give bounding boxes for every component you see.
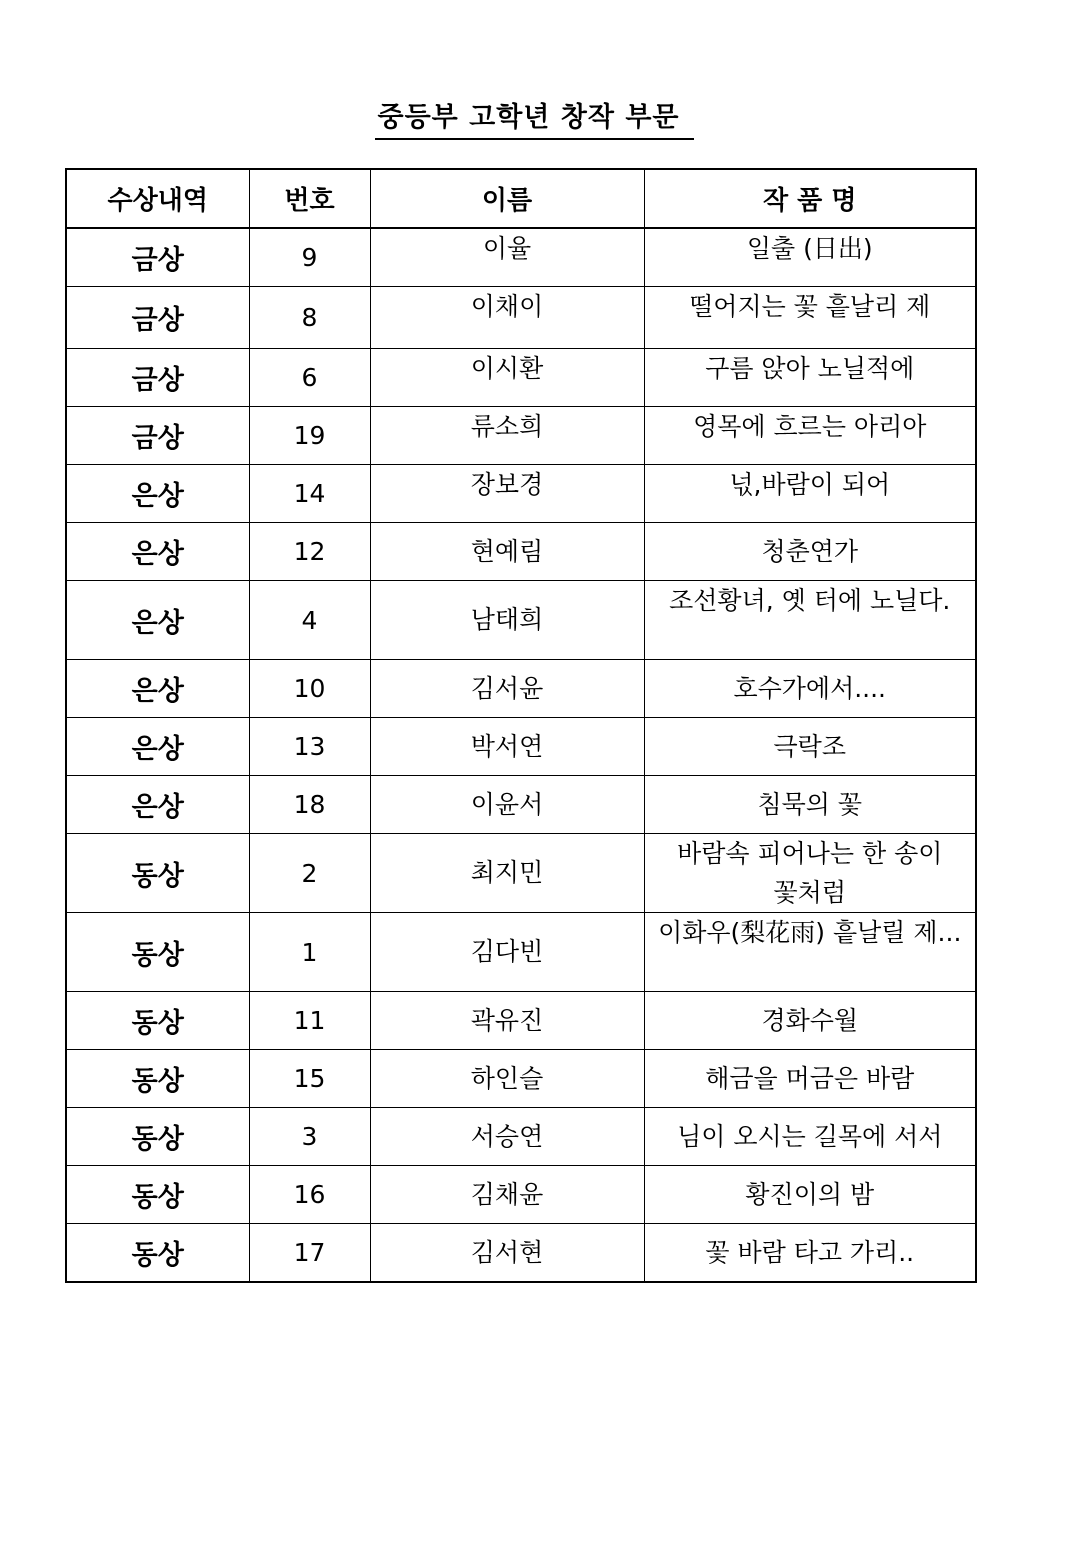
- work-cell: 바람속 피어나는 한 송이 꽃처럼: [644, 834, 976, 913]
- header-number: 번호: [249, 169, 370, 228]
- number-cell: 4: [249, 581, 370, 660]
- work-cell: 해금을 머금은 바람: [644, 1050, 976, 1108]
- name-cell: 남태희: [370, 581, 644, 660]
- number-cell: 14: [249, 465, 370, 523]
- work-cell: 침묵의 꽃: [644, 776, 976, 834]
- number-cell: 18: [249, 776, 370, 834]
- table-row: [66, 1108, 976, 1166]
- name-cell: 서승연: [370, 1108, 644, 1166]
- table-row: [66, 1224, 976, 1283]
- table-row: [66, 287, 976, 349]
- work-cell: 경화수월: [644, 992, 976, 1050]
- number-cell: 2: [249, 834, 370, 913]
- work-cell: 떨어지는 꽃 흩날리 제: [644, 287, 976, 349]
- work-cell: 조선황녀, 옛 터에 노닐다.: [644, 581, 976, 660]
- number-cell: 16: [249, 1166, 370, 1224]
- table-row: [66, 407, 976, 465]
- work-cell: 구름 앉아 노닐적에: [644, 349, 976, 407]
- work-cell: 님이 오시는 길목에 서서: [644, 1108, 976, 1166]
- table-row: [66, 718, 976, 776]
- award-cell: 은상: [66, 776, 249, 834]
- table-row: [66, 992, 976, 1050]
- award-cell: 금상: [66, 407, 249, 465]
- name-cell: 곽유진: [370, 992, 644, 1050]
- table-row: [66, 913, 976, 992]
- table-row: [66, 228, 976, 287]
- name-cell: 박서연: [370, 718, 644, 776]
- name-cell: 이율: [370, 228, 644, 287]
- number-cell: 15: [249, 1050, 370, 1108]
- number-cell: 19: [249, 407, 370, 465]
- name-cell: 최지민: [370, 834, 644, 913]
- award-cell: 동상: [66, 913, 249, 992]
- table-row: [66, 1166, 976, 1224]
- name-cell: 이채이: [370, 287, 644, 349]
- table-row: [66, 834, 976, 913]
- table-row: [66, 581, 976, 660]
- work-cell: 이화우(梨花雨) 흩날릴 제...: [644, 913, 976, 992]
- number-cell: 12: [249, 523, 370, 581]
- table-row: [66, 349, 976, 407]
- table-row: [66, 776, 976, 834]
- work-cell: 청춘연가: [644, 523, 976, 581]
- name-cell: 현예림: [370, 523, 644, 581]
- award-cell: 은상: [66, 718, 249, 776]
- header-name: 이름: [370, 169, 644, 228]
- award-cell: 은상: [66, 660, 249, 718]
- number-cell: 10: [249, 660, 370, 718]
- award-cell: 금상: [66, 287, 249, 349]
- award-cell: 동상: [66, 1166, 249, 1224]
- name-cell: 김다빈: [370, 913, 644, 992]
- number-cell: 13: [249, 718, 370, 776]
- name-cell: 장보경: [370, 465, 644, 523]
- award-cell: 동상: [66, 992, 249, 1050]
- award-cell: 은상: [66, 581, 249, 660]
- number-cell: 9: [249, 228, 370, 287]
- work-cell: 극락조: [644, 718, 976, 776]
- table-header: [66, 169, 976, 228]
- award-cell: 동상: [66, 834, 249, 913]
- number-cell: 8: [249, 287, 370, 349]
- work-cell: 영목에 흐르는 아리아: [644, 407, 976, 465]
- header-work: 작 품 명: [644, 169, 976, 228]
- number-cell: 6: [249, 349, 370, 407]
- award-cell: 동상: [66, 1224, 249, 1283]
- number-cell: 3: [249, 1108, 370, 1166]
- award-cell: 동상: [66, 1050, 249, 1108]
- award-cell: 은상: [66, 523, 249, 581]
- name-cell: 류소희: [370, 407, 644, 465]
- number-cell: 1: [249, 913, 370, 992]
- work-cell: 일출 (日出): [644, 228, 976, 287]
- work-cell: 넋,바람이 되어: [644, 465, 976, 523]
- table-row: [66, 1050, 976, 1108]
- table-row: [66, 660, 976, 718]
- number-cell: 11: [249, 992, 370, 1050]
- work-cell: 호수가에서....: [644, 660, 976, 718]
- name-cell: 이윤서: [370, 776, 644, 834]
- award-cell: 동상: [66, 1108, 249, 1166]
- page-title: [0, 100, 1069, 140]
- award-cell: 금상: [66, 228, 249, 287]
- number-cell: 17: [249, 1224, 370, 1283]
- table-row: [66, 465, 976, 523]
- name-cell: 김서현: [370, 1224, 644, 1283]
- header-award: 수상내역: [66, 169, 249, 228]
- results-table: [65, 168, 977, 1283]
- name-cell: 하인슬: [370, 1050, 644, 1108]
- name-cell: 김서윤: [370, 660, 644, 718]
- award-cell: 금상: [66, 349, 249, 407]
- award-cell: 은상: [66, 465, 249, 523]
- name-cell: 이시환: [370, 349, 644, 407]
- header-row: [66, 169, 976, 228]
- name-cell: 김채윤: [370, 1166, 644, 1224]
- table-body: [66, 228, 976, 1282]
- work-cell: 황진이의 밤: [644, 1166, 976, 1224]
- page-title-text: 중등부 고학년 창작 부문: [375, 100, 693, 140]
- table-row: [66, 523, 976, 581]
- work-cell: 꽃 바람 타고 가리..: [644, 1224, 976, 1283]
